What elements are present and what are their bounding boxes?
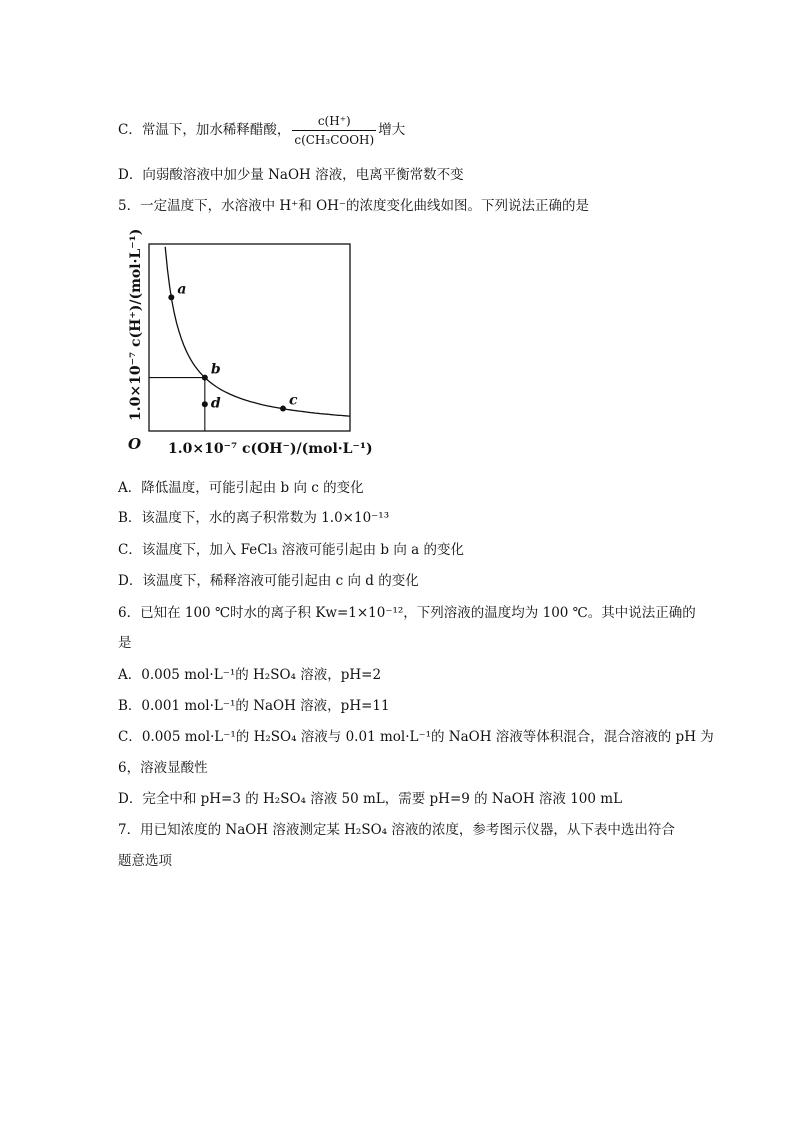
q6-option-d: D．完全中和 pH=3 的 H₂SO₄ 溶液 50 mL，需要 pH=9 的 NaOH 溶液 100 mL — [118, 791, 623, 807]
q4c-prefix: C．常温下，加水稀释醋酸， — [118, 122, 291, 138]
q4-option-d: D．向弱酸溶液中加少量 NaOH 溶液，电离平衡常数不变 — [118, 167, 464, 183]
q4c-suffix: 增大 — [378, 122, 406, 138]
q5-option-b: B．该温度下，水的离子积常数为 1.0×10⁻¹³ — [118, 510, 390, 526]
fraction-denominator: c(CH₃COOH) — [292, 130, 376, 149]
point-label-d: d — [210, 395, 221, 412]
q7-stem-line2: 题意选项 — [118, 853, 172, 869]
point-label-c: c — [289, 392, 298, 409]
plot-frame — [149, 244, 350, 431]
ion-product-curve — [165, 247, 350, 416]
y-axis-label: 1.0×10⁻⁷ c(H⁺)/(mol·L⁻¹) — [128, 228, 144, 421]
q6-option-c-line2: 6，溶液显酸性 — [118, 760, 208, 776]
q5-option-c: C．该温度下，加入 FeCl₃ 溶液可能引起由 b 向 a 的变化 — [118, 542, 464, 558]
x-axis-label: 1.0×10⁻⁷ c(OH⁻)/(mol·L⁻¹) — [168, 441, 373, 457]
point-b — [202, 375, 208, 381]
q6-option-c-line1: C．0.005 mol·L⁻¹的 H₂SO₄ 溶液与 0.01 mol·L⁻¹的 NaOH 溶液等体积混合，混合溶液的 pH 为 — [118, 729, 714, 745]
point-label-b: b — [210, 361, 221, 378]
q5-option-d: D．该温度下，稀释溶液可能引起由 c 向 d 的变化 — [118, 573, 419, 589]
q7-stem-line1: 7．用已知浓度的 NaOH 溶液测定某 H₂SO₄ 溶液的浓度，参考图示仪器，从下表中选出符合 — [118, 822, 675, 838]
point-d — [202, 401, 208, 407]
ratio-fraction — [292, 112, 376, 149]
q4-option-c — [118, 112, 405, 149]
origin-label: O — [128, 435, 142, 453]
fraction-numerator: c(H⁺) — [317, 114, 351, 128]
plot-layer — [149, 244, 350, 431]
point-c — [280, 406, 286, 412]
ion-product-graph — [118, 225, 388, 465]
point-a — [168, 294, 174, 300]
q6-stem-line2: 是 — [118, 635, 132, 651]
q6-stem-line1: 6．已知在 100 ℃时水的离子积 Kw=1×10⁻¹²，下列溶液的温度均为 100 ℃。其中说法正确的 — [118, 605, 696, 621]
q6-option-a: A．0.005 mol·L⁻¹的 H₂SO₄ 溶液，pH=2 — [118, 667, 382, 683]
q5-stem: 5．一定温度下，水溶液中 H⁺和 OH⁻的浓度变化曲线如图。下列说法正确的是 — [118, 198, 590, 214]
point-label-a: a — [177, 281, 187, 298]
q5-option-a: A．降低温度，可能引起由 b 向 c 的变化 — [118, 480, 364, 496]
q6-option-b: B．0.001 mol·L⁻¹的 NaOH 溶液，pH=11 — [118, 698, 390, 714]
